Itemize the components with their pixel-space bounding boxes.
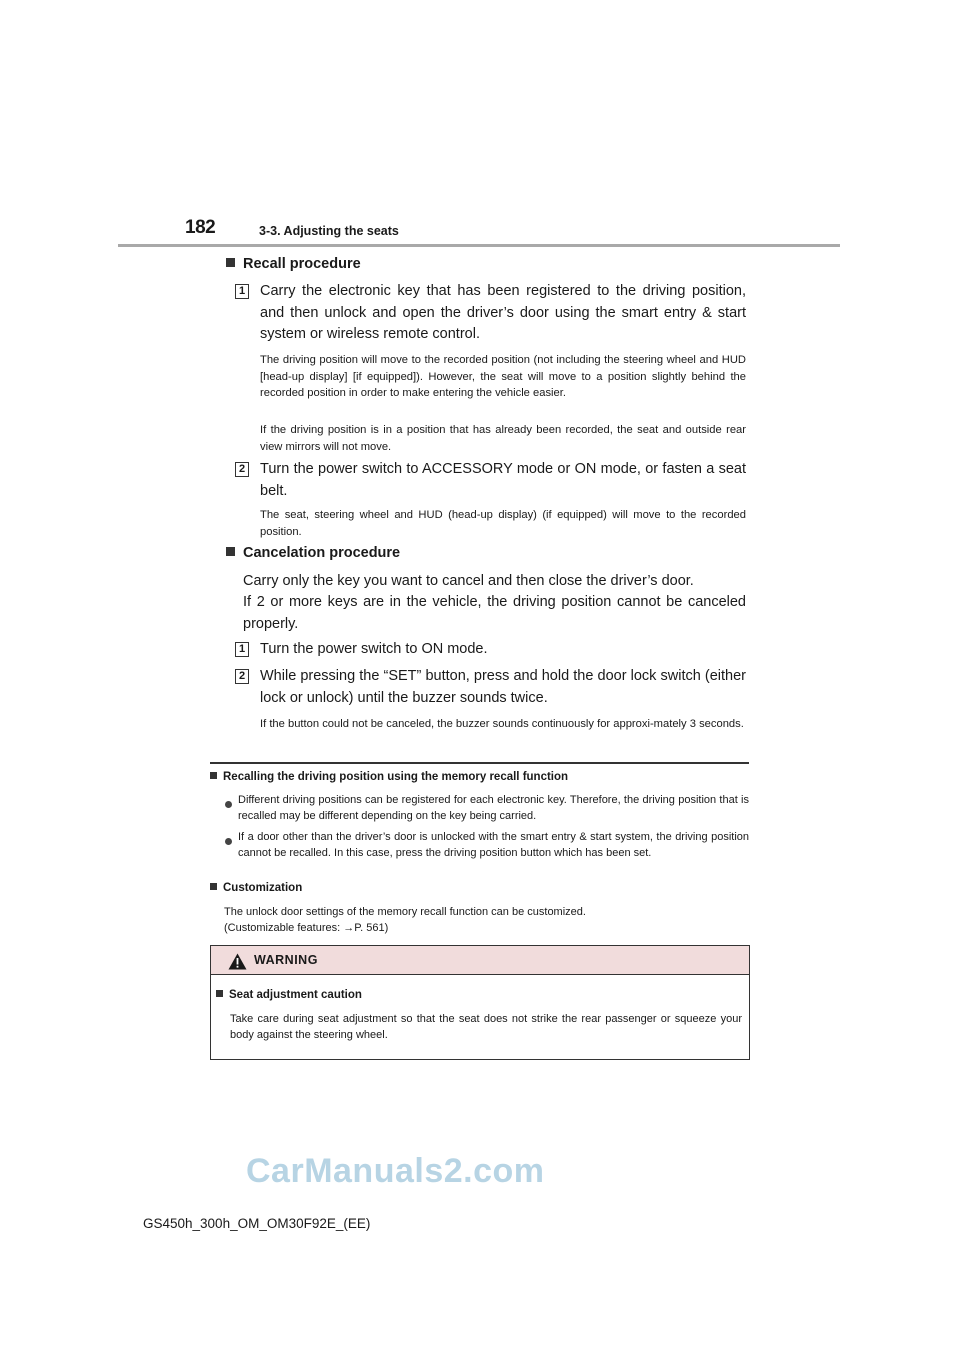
section-title: 3-3. Adjusting the seats (259, 224, 399, 238)
cancel-note: If the button could not be canceled, the buzzer sounds continuously for approxi-mately 3 seconds. (260, 718, 744, 730)
warning-triangle-icon (228, 953, 247, 975)
step-badge: 2 (235, 462, 249, 477)
watermark-logo: CarManuals2.com (246, 1152, 545, 1190)
section-divider (210, 762, 749, 764)
round-bullet-icon (225, 796, 237, 814)
recall-note3: The seat, steering wheel and HUD (head-up display) (if equipped) will move to the recorded position. (260, 509, 746, 538)
square-bullet-icon (226, 547, 235, 556)
warning-title: WARNING (254, 953, 318, 967)
square-bullet-icon (226, 258, 235, 267)
recalling-bullet1: Different driving positions can be registered for each electronic key. Therefore, the driving position that is recalled may be different depending on the key being carried. (238, 794, 749, 822)
cancel-step1-text: Turn the power switch to ON mode. (260, 641, 488, 657)
arrow-right-icon: → (343, 922, 355, 934)
step-badge: 1 (235, 284, 249, 299)
customization-heading: Customization (210, 882, 302, 894)
round-bullet-icon (225, 833, 237, 851)
recalling-heading: Recalling the driving position using the memory recall function (210, 771, 568, 783)
recall-step2-text: Turn the power switch to ACCESSORY mode or ON mode, or fasten a seat belt. (260, 461, 746, 499)
customization-text: The unlock door settings of the memory recall function can be customized. (224, 906, 586, 918)
recall-heading: Recall procedure (226, 256, 361, 272)
step-badge: 1 (235, 642, 249, 657)
cancel-heading: Cancelation procedure (226, 545, 400, 561)
recall-note1: The driving position will move to the recorded position (not including the steering wheel and HUD [head-up display] [if equipped]). However, the seat will move to a position slightly behind the recorded position in order to make entering the vehicle easier. (260, 354, 746, 399)
recall-step1-text: Carry the electronic key that has been registered to the driving position, and then unlock and open the driver’s door using the smart entry & start system or wireless remote control. (260, 283, 746, 342)
page-reference-link[interactable]: P. 561 (354, 922, 385, 934)
customization-features-line: (Customizable features: →P. 561) (224, 922, 389, 934)
page-number: 182 (185, 217, 216, 238)
square-bullet-icon (210, 883, 217, 890)
step-badge: 2 (235, 669, 249, 684)
cancel-intro2: If 2 or more keys are in the vehicle, the driving position cannot be canceled properly. (243, 594, 746, 632)
warning-heading: Seat adjustment caution (216, 989, 362, 1001)
document-code: GS450h_300h_OM_OM30F92E_(EE) (143, 1216, 371, 1231)
square-bullet-icon (216, 990, 223, 997)
recalling-bullet2: If a door other than the driver’s door is unlocked with the smart entry & start system, the driving position cannot be recalled. In this case, press the driving position button which has been set. (238, 831, 749, 859)
cancel-step2-text: While pressing the “SET” button, press and hold the door lock switch (either lock or unlock) until the buzzer sounds twice. (260, 668, 746, 706)
cancel-intro1: Carry only the key you want to cancel and then close the driver’s door. (243, 573, 694, 589)
header-rule (118, 244, 840, 247)
recall-note2: If the driving position is in a position that has already been recorded, the seat and outside rear view mirrors will not move. (260, 424, 746, 453)
warning-text: Take care during seat adjustment so that the seat does not strike the rear passenger or squeeze your body against the steering wheel. (230, 1013, 742, 1041)
square-bullet-icon (210, 772, 217, 779)
